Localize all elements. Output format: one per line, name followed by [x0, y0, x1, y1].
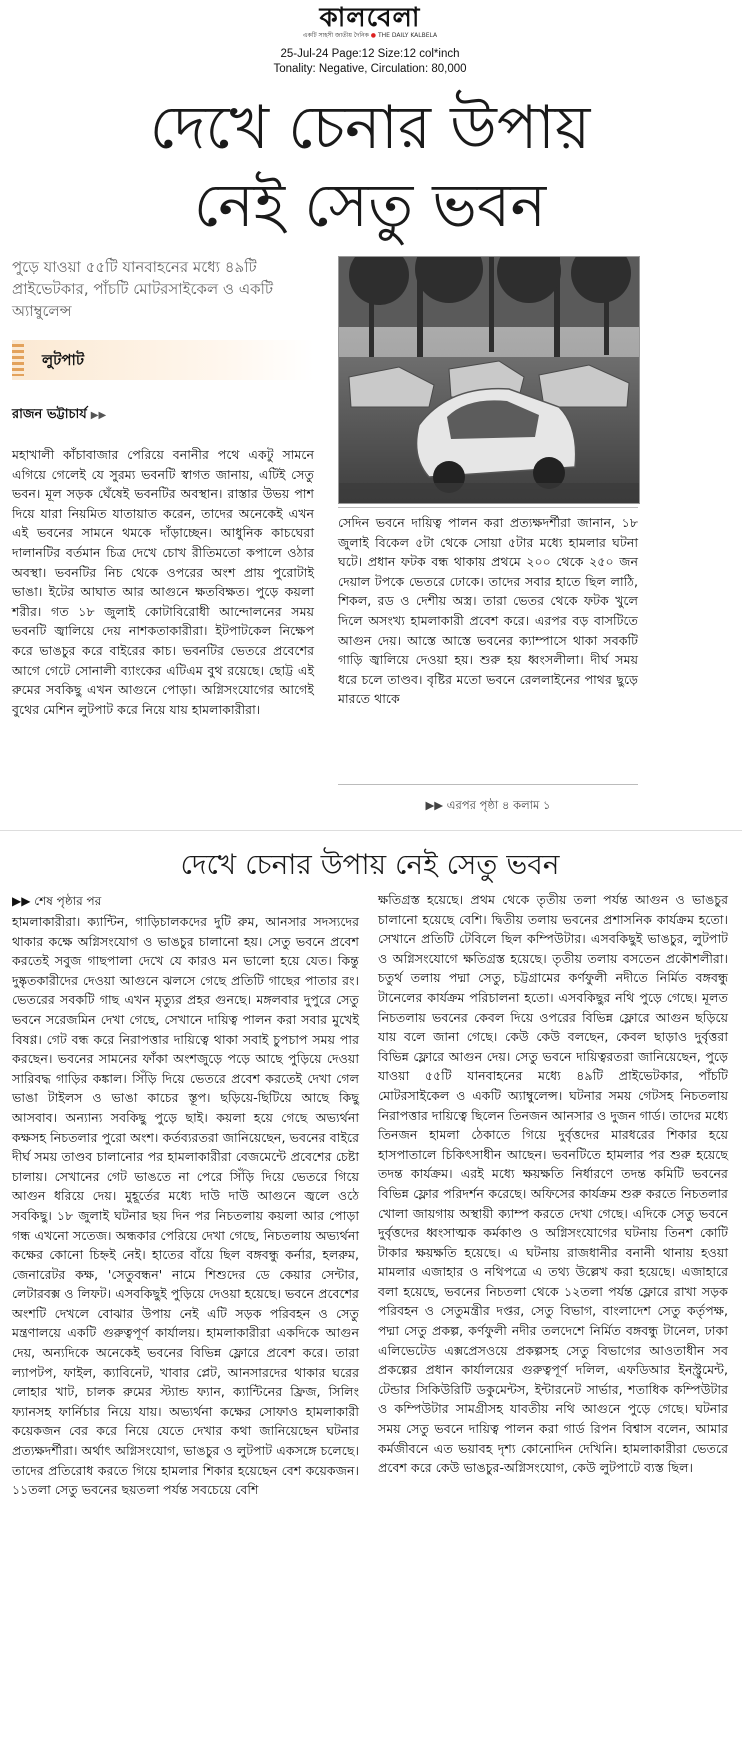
- meta-line-2: Tonality: Negative, Circulation: 80,000: [273, 63, 467, 75]
- tag-bars-icon: [12, 344, 24, 376]
- tagline-right: THE DAILY KALBELA: [377, 32, 438, 39]
- burned-cars-photo: [338, 256, 640, 504]
- newspaper-logo: কালবেলা: [319, 3, 421, 33]
- jump-line: [338, 797, 638, 816]
- logo-tagline: [300, 30, 440, 41]
- tagline-dot-icon: ●: [370, 32, 378, 39]
- headline-line-2: নেই সেতু ভবন: [193, 171, 547, 241]
- tagline-left: একটি সাহসী জাতীয় দৈনিক: [302, 32, 369, 39]
- story-right-column: সেদিন ভবনে দায়িত্ব পালন করা প্রত্যক্ষদর্শীরা জানান, ১৮ জুলাই বিকেল ৫টা থেকে সোয়া ৫টার মধ্যে হামলার ঘটনা ঘটে। প্রধান ফটক বন্ধ থাকায় প্রথমে ২০০ থেকে ২৫০ জন দেয়াল টপকে ভেতরে ঢোকে। তাদের সবার হাতে ছিল লাঠি, শিকল, রড ও দেশীয় অস্ত্র। তারা ভেতর থেকে ফটক খুলে দিলে অসংখ্য হামলাকারী প্রবেশ করে। এরপর বড় বাসটিতে আগুন দেয়। আস্তে আস্তে ভবনের ক্যাম্পাসে থাকা সবকটি গাড়ি জ্বালিয়ে দেওয়া হয়। শুরু হয় ধ্বংসলীলা। দীর্ঘ সময় ধরে চলে তাণ্ডব। বৃষ্টির মতো ভবনে রেললাইনের পাথর ছুড়ে মারতে থাকে: [338, 515, 638, 707]
- continuation-headline: দেখে চেনার উপায় নেই সেতু ভবন: [180, 848, 560, 881]
- section-tag-label: লুটপাট: [42, 351, 85, 369]
- column-divider: [338, 507, 638, 508]
- page-divider: [0, 830, 742, 831]
- meta-line-1: 25-Jul-24 Page:12 Size:12 col*inch: [280, 48, 460, 60]
- byline-name: রাজন ভট্টাচার্য: [12, 407, 87, 422]
- byline: [12, 405, 106, 426]
- byline-arrow-icon: ▶▶: [90, 410, 107, 421]
- continued-from: [12, 893, 101, 913]
- continued-arrow-icon: ▶▶: [12, 894, 35, 908]
- jump-divider: [338, 784, 638, 785]
- jump-text: এরপর পৃষ্ঠা ৪ কলাম ১: [446, 798, 551, 812]
- lower-left-column: হামলাকারীরা। ক্যান্টিন, গাড়িচালকদের দুটি রুম, আনসার সদস্যদের থাকার কক্ষে অগ্নিসংযোগ ও ভাঙচুর চালানো হয়। সেতু ভবনে প্রবেশ করতেই সবুজ গাছপালা দেখে যে কারও মন ভালো হয়ে যেত। কিন্তু দুষ্কৃতকারীদের দেওয়া আগুনে ঝলসে গেছে প্রতিটি গাছের পাতার রং। ভেতরের সবকটি গাছ এখন মৃত্যুর প্রহর গুনছে। মঙ্গলবার দুপুরে সেতু ভবনে সরেজমিন দেখা গেছে, সেখানে দায়িত্ব পালন করা সবার মুখেই বিষণ্ণ। গেট বন্ধ করে নিরাপত্তার দায়িত্বে থাকা সবাই চুপচাপ সময় পার করছেন। ভবনের সামনের ফাঁকা অংশজুড়ে পড়ে আছে পুড়িয়ে দেওয়া সারিবদ্ধ গাড়ির কঙ্কাল। সিঁড়ি দিয়ে ভেতরে প্রবেশ করতেই দেখা গেল ভাঙা টাইলস ও ভাঙা কাচের স্তূপ। ছড়িয়ে-ছিটিয়ে আছে কিছু আসবাব। অন্যান্য সবকিছু পুড়ে ছাই। কয়লা হয়ে গেছে অভ্যর্থনা কক্ষসহ নিচতলার পুরো অংশ। কর্তব্যরতরা জানিয়েছেন, ভবনের বাইরে দীর্ঘ সময় তাণ্ডব চালানোর পর হামলাকারীরা বেজমেন্টে প্রবেশের চেষ্টা চালায়। সেখানের গেট ভাঙতে না পেরে সিঁড়ি দিয়ে ভেতরে গিয়ে আগুন ধরিয়ে দেয়। মুহূর্তের মধ্যে দাউ দাউ আগুনে জ্বলে ওঠে সবকিছু। ১৮ জুলাই ঘটনার ছয় দিন পর নিচতলায় কয়লা আর পোড়া গন্ধ এখনো সতেজ। অন্ধকার পেরিয়ে দেখা গেছে, নিচতলায় অভ্যর্থনা কক্ষের কোনো চিহ্নই নেই। হাতের বাঁয়ে ছিল বঙ্গবন্ধু কর্নার, হলরুম, জেনারেটর কক্ষ, 'সেতুবন্ধন' নামে শিশুদের ডে কেয়ার সেন্টার, লেটারবক্স ও লিফট। এসবকিছুই পুড়িয়ে দেওয়া হয়েছে। ভবনে প্রবেশের অংশটি দেখলে বোঝার উপায় নেই এটি সড়ক পরিবহন ও সেতু মন্ত্রণালয়ে একটি গুরুত্বপূর্ণ কার্যালয়। হামলাকারীরা একদিকে আগুন দেয়, অন্যদিকে অনেকেই ভবনের বিভিন্ন ফ্লোরে প্রবেশ করে। তারা ল্যাপটপ, ফাইল, ক্যাবিনেট, খাবার প্লেট, আনসারদের থাকার ঘরের লোহার খাট, চালক রুমের স্ট্যান্ড ফ্যান, ক্যান্টিনের ফ্রিজ, সিলিং ফ্যানসহ ফার্নিচার নিয়ে যায়। অভ্যর্থনা কক্ষের সোফাও হামলাকারী কয়েকজন বের করে নিয়ে যেতে দেখার কথা জানিয়েছেন ঘটনার প্রত্যক্ষদর্শীরা। অর্থাৎ অগ্নিসংযোগ, ভাঙচুর ও লুটপাট একসঙ্গে চলেছে। তাদের প্রতিরোধ করতে গিয়ে হামলার শিকার হয়েছেন বেশ কয়েকজন। ১১তলা সেতু ভবনের ছয়তলা পর্যন্ত সবচেয়ে বেশি: [12, 914, 359, 1498]
- headline-line-1: দেখে চেনার উপায়: [149, 93, 591, 163]
- lower-right-column: ক্ষতিগ্রস্ত হয়েছে। প্রথম থেকে তৃতীয় তলা পর্যন্ত আগুন ও ভাঙচুর চালানো হয়েছে বেশি। দ্বিতীয় তলায় ভবনের প্রশাসনিক কার্যক্রম হতো। সেখানে প্রতিটি টেবিলে ছিল কম্পিউটার। এসবকিছুই ভাঙচুর, লুটপাট ও অগ্নিসংযোগে ক্ষতিগ্রস্ত হয়েছে। তৃতীয় তলায় বসতেন প্রকৌশলীরা। চতুর্থ তলায় পদ্মা সেতু, চট্টগ্রামের কর্ণফুলী নদীতে নির্মিত বঙ্গবন্ধু টানেলের কার্যক্রম পরিচালনা হতো। এসবকিছুর নথি পুড়ে গেছে। মূলত নিচতলায় ভবনের কেবল দিয়ে ওপরের বিভিন্ন ফ্লোরে আগুন ছড়িয়ে যায় বলে জানা গেছে। কেউ কেউ বলছেন, কেবল ছাড়াও দুর্বৃত্তরা বিভিন্ন ফ্লোরে আগুন দেয়। সেতু ভবনে দায়িত্বরতরা জানিয়েছেন, পুড়ে যাওয়া ৫৫টি যানবাহনের মধ্যে ৪৯টি প্রাইভেটকার, পাঁচটি মোটরসাইকেল ও একটি অ্যাম্বুলেন্স। ঘটনার সময় গেটসহ নিচতলায় নিরাপত্তার দায়িত্বে ছিলেন তিনজন আনসার ও দুজন গার্ড। তাদের মধ্যে তিনজন হামলা ঠেকাতে গিয়ে দুর্বৃত্তদের মারধরের শিকার হয়ে হাসপাতালে চিকিৎসাধীন আছেন। ভবনটিতে হামলার পর শুরু হয়েছে তদন্ত কার্যক্রম। এরই মধ্যে ক্ষয়ক্ষতি নির্ধারণে তদন্ত কমিটি ভবনের বিভিন্ন ফ্লোর পরিদর্শন করেছে। অফিসের কার্যক্রম শুরু করতে নিচতলার খোলা জায়গায় অস্থায়ী ক্যাম্প করতে দেখা গেছে। এদিকে সেতু ভবনে দুর্বৃত্তদের ধ্বংসাত্মক কর্মকাণ্ড ও অগ্নিসংযোগের ঘটনায় তিনশ কোটি টাকার ক্ষয়ক্ষতি হয়েছে। এ ঘটনায় রাজধানীর বনানী থানায় হওয়া মামলার এজাহার ও নথিপত্রে এ তথ্য উল্লেখ করা হয়েছে। এজাহারে বলা হয়েছে, ভবনের নিচতলা থেকে ১২তলা পর্যন্ত ফ্লোরে রাখা সড়ক পরিবহন ও সেতুমন্ত্রীর দপ্তর, সেতু বিভাগ, বাংলাদেশ সেতু কর্তৃপক্ষ, পদ্মা সেতু প্রকল্প, কর্ণফুলী নদীর তলদেশে নির্মিত বঙ্গবন্ধু টানেল, ঢাকা এলিভেটেড এক্সপ্রেসওয়ে প্রকল্পসহ সেতু বিভাগের আওতাধীন সব প্রকল্পের প্রধান কার্যালয়ের গুরুত্বপূর্ণ দলিল, এফডিআর ইনস্ট্রুমেন্ট, টেন্ডার সিকিউরিটি ডকুমেন্টস, ইন্টারনেট সার্ভার, শতাধিক কম্পিউটার ও কম্পিউটার সামগ্রীসহ যাবতীয় নথি আগুনে পুড়ে গেছে। ঘটনার সময় সেতু ভবনে দায়িত্ব পালন করা গার্ড রিপন বিশ্বাস বলেন, আমার কর্মজীবনে এত ভয়াবহ দৃশ্য কোনোদিন দেখিনি। হামলাকারীরা ভেতরে প্রবেশ করে কেউ ভাঙচুর-অগ্নিসংযোগ, কেউ লুটপাটে ব্যস্ত ছিল।: [378, 892, 728, 1476]
- story-left-column: মহাখালী কাঁচাবাজার পেরিয়ে বনানীর পথে একটু সামনে এগিয়ে গেলেই যে সুরম্য ভবনটি স্বাগত জানায়, এটিই সেতু ভবন। মূল সড়ক ঘেঁষেই ভবনটির অবস্থান। রাস্তার উভয় পাশ দিয়ে যারা নিয়মিত যাতায়াত করেন, তাদের অনেকেই এখন এই ভবনের সামনে থমকে দাঁড়াচ্ছেন। আধুনিক কাচঘেরা দালানটির বর্তমান চিত্র দেখে চোখ রীতিমতো কপালে ওঠার অবস্থা। ভবনটির নিচ থেকে ওপরের অংশ প্রায় পুরোটাই ভাঙা। ইটের আঘাত আর আগুনে ক্ষতবিক্ষত। পুড়ে কয়লা শরীর। গত ১৮ জুলাই কোটাবিরোধী আন্দোলনের সময় ভবনটি জ্বালিয়ে দেয় নাশকতাকারীরা। ইটপাটকেল নিক্ষেপ করে ভাঙচুর করে বাইরের কাচ। ভবনটির ভেতরে প্রবেশের আগে গেটে সোনালী ব্যাংকের এটিএম বুথ রয়েছে। ছোট্ট এই রুমের সবকিছু এখন আগুনে পোড়া। অগ্নিসংযোগের আগেই বুথের মেশিন লুটপাট করে নিয়ে যায় হামলাকারীরা।: [12, 447, 314, 717]
- kicker-text: পুড়ে যাওয়া ৫৫টি যানবাহনের মধ্যে ৪৯টি প্রাইভেটকার, পাঁচটি মোটরসাইকেল ও একটি অ্যাম্বুলেন্স: [12, 258, 274, 320]
- jump-arrow-icon: ▶▶: [425, 798, 447, 812]
- section-tag: [12, 340, 314, 380]
- continued-text: শেষ পৃষ্ঠার পর: [34, 894, 102, 908]
- photo-illustration: [339, 257, 639, 503]
